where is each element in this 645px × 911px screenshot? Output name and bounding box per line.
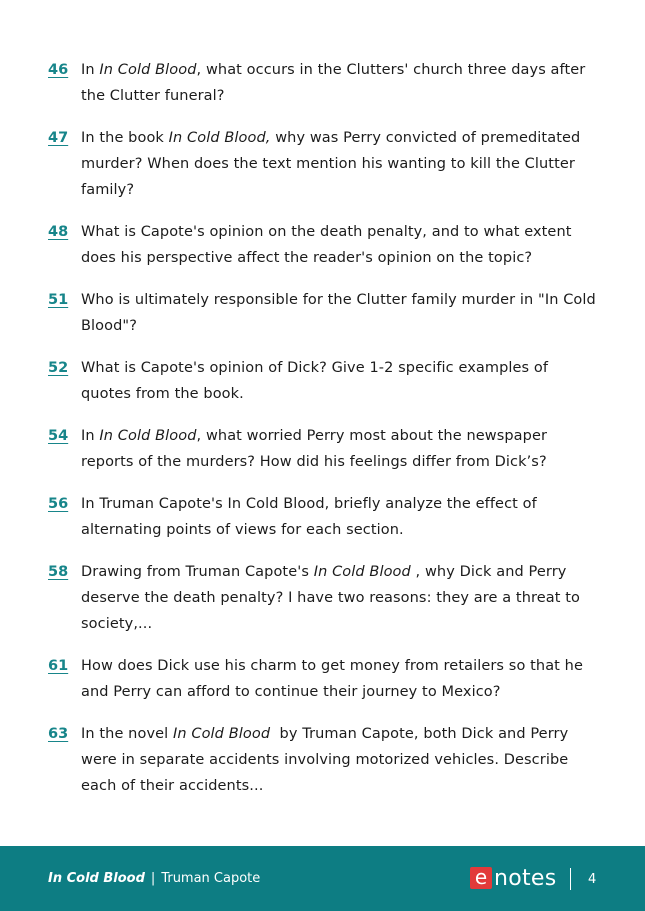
enotes-logo[interactable] — [470, 864, 557, 892]
question-item — [48, 721, 598, 799]
question-text-part: Drawing from Truman Capote's — [81, 564, 314, 580]
footer-author: Truman Capote — [161, 871, 261, 886]
book-title-italic: In Cold Blood — [99, 428, 197, 444]
question-item — [48, 219, 598, 271]
question-item — [48, 653, 598, 705]
question-item — [48, 125, 598, 203]
book-title-italic: In Cold Blood, — [168, 130, 271, 146]
question-text — [81, 721, 598, 799]
question-text-part: What is Capote's opinion on the death penalty, and to what extent does his perspective affect the reader's opinion on the topic? — [81, 224, 577, 266]
question-text-part: In the novel — [81, 726, 173, 742]
page-footer — [0, 846, 645, 911]
question-text — [81, 423, 598, 475]
question-number-link[interactable]: 48 — [48, 224, 69, 240]
book-title-italic: In Cold Blood — [172, 726, 271, 742]
question-number-link[interactable]: 58 — [48, 564, 69, 580]
logo-text: notes — [494, 865, 557, 891]
question-item — [48, 287, 601, 339]
question-text-part: In — [81, 62, 100, 78]
question-text-part: How does Dick use his charm to get money from retailers so that he and Perry can afford to continue their journey to Mexico? — [81, 658, 588, 700]
question-number-link[interactable]: 52 — [48, 360, 69, 376]
question-item — [48, 491, 598, 543]
page-number: 4 — [588, 872, 597, 887]
footer-divider — [570, 868, 571, 890]
question-item — [48, 57, 598, 109]
question-number-link[interactable]: 54 — [48, 428, 69, 444]
question-text-part: , what occurs in the Clutters' church three days after the Clutter funeral? — [81, 62, 591, 104]
question-text — [81, 219, 598, 271]
question-number-link[interactable]: 51 — [48, 292, 69, 308]
book-title-italic: In Cold Blood — [99, 62, 197, 78]
question-text-part: why was Perry convicted of premeditated murder? When does the text mention his wanting to kill the Clutter family? — [81, 130, 586, 198]
question-text — [81, 491, 598, 543]
question-number-link[interactable]: 56 — [48, 496, 69, 512]
question-text-part: In — [81, 428, 100, 444]
question-text — [81, 57, 598, 109]
question-number-link[interactable]: 47 — [48, 130, 69, 146]
question-text-part: by Truman Capote, both Dick and Perry were in separate accidents involving motorized vehicles. Describe each of their accidents... — [81, 726, 573, 794]
question-number-link[interactable]: 61 — [48, 658, 69, 674]
question-item — [48, 559, 598, 637]
question-text-part: , what worried Perry most about the newspaper reports of the murders? How did his feelings differ from Dick’s? — [81, 428, 552, 470]
question-text — [81, 559, 598, 637]
question-text-part: , why Dick and Perry deserve the death penalty? I have two reasons: they are a threat to society,... — [81, 564, 585, 632]
question-text-part: In the book — [81, 130, 169, 146]
question-text — [81, 355, 598, 407]
footer-book-title: In Cold Blood — [48, 871, 145, 886]
question-number-link[interactable]: 46 — [48, 62, 69, 78]
question-number-link[interactable]: 63 — [48, 726, 69, 742]
footer-title — [48, 871, 260, 886]
question-text — [81, 653, 598, 705]
question-text-part: What is Capote's opinion of Dick? Give 1-2 specific examples of quotes from the book. — [81, 360, 553, 402]
question-item — [48, 355, 598, 407]
question-text — [81, 287, 601, 339]
question-item — [48, 423, 598, 475]
footer-separator: | — [150, 871, 156, 886]
question-text-part: In Truman Capote's In Cold Blood, briefly analyze the effect of alternating points of views for each section. — [81, 496, 542, 538]
question-text — [81, 125, 598, 203]
logo-e-icon: e — [470, 867, 492, 889]
book-title-italic: In Cold Blood — [313, 564, 411, 580]
question-list — [48, 57, 601, 815]
question-text-part: Who is ultimately responsible for the Clutter family murder in "In Cold Blood"? — [81, 292, 601, 334]
